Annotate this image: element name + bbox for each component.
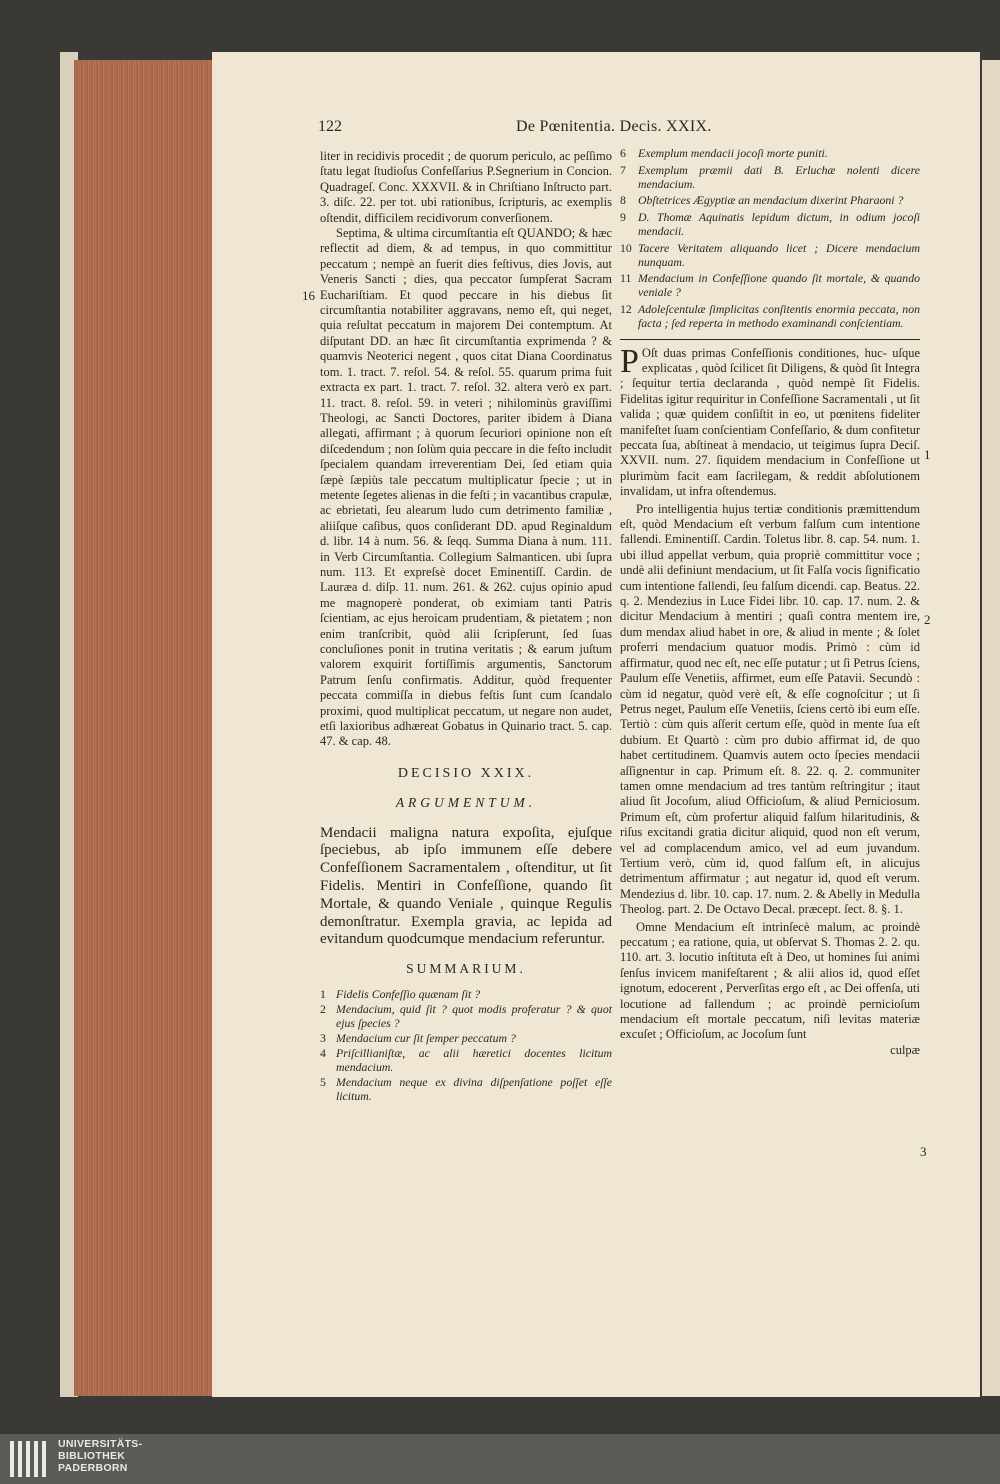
summarium-item: 4 Priſcillianiſtæ, ac alii hæretici docentes licitum mendacium.	[320, 1045, 612, 1074]
page-number: 122	[318, 118, 342, 135]
summarium-item: 12 Adoleſcentulæ ſimplicitas conſitentis enormia peccata, non facta ; ſed reperta in methodo examinandi conſcientiam.	[620, 301, 920, 330]
facing-page-edge	[982, 60, 1000, 1396]
summarium-item: 11 Mendacium in Confeſſione quando ſit mortale, & quando veniale ?	[620, 271, 920, 300]
margin-number-3: 3	[920, 1144, 927, 1159]
margin-number-2: 2	[924, 612, 931, 627]
argumentum-heading: ARGUMENTUM.	[395, 795, 537, 811]
summarium-item: 10 Tacere Veritatem aliquando licet ; Dicere mendacium nunquam.	[620, 240, 920, 269]
running-title: De Pœnitentia. Decis. XXIX.	[516, 118, 712, 135]
summarium-item: 8 Obſtetrices Ægyptiæ an mendacium dixerint Pharaoni ?	[620, 193, 904, 208]
argumentum-text: Mendacii maligna natura expoſita, ejuſque ſpeciebus, ab ipſo immunem eſſe debere Confeſſionem Sacramentalem , oſtenditur, ut ſit Fidelis. Mentiri in Confeſſione, quando ſit Mortale, & quando Veniale , quinque Regulis demonſtratur. Exempla gravia, ac lepida ad evitandum quodcumque mendacium referuntur.	[320, 824, 612, 948]
left-column	[320, 149, 612, 1104]
margin-number-16: 16	[302, 288, 315, 303]
catchword: culpæ	[890, 1042, 920, 1057]
right-paragraph-2: Pro intelligentia hujus tertiæ conditionis præmittendum eſt, quòd Mendacium eſt verbum falſum cum intentione fallendi. Eminentiſſ. Cardin. Toletus libr. 8. cap. 54. num. 1. ubi illud appellat verbum, quia propriè committitur voce ; undè alii definiunt mendacium, ut ſit Falſa vocis ſignificatio cum intentione fallendi, ſeu falſum dicendi. cap. Beatus. 22. q. 2. Mendezius in Luce Fidei libr. 10. cap. 17. num. 2. & dicitur Mendacium à mentiri ; quaſi contra mentem ire, dum mendax aliud habet in ore, & aliud in mente ; & ſolet proferri mendacium quatuor modis. Primò : cùm id affirmatur, quod nec eſt, nec eſſe putatur ; ut ſi Petrus ſciens, Paulum eſſe Venetiis, affirmet, eum eſſe Patavii. Secundò : cùm id negatur, quòd verè eſt, & eſſe cognoſcitur ; ut ſi Petrus neget, Paulum eſſe Venetiis, ſciens certò ibi eum eſſe. Tertiò : cùm quis aſſerit certum eſſe, quòd in mente ſua eſt dubium. Et Quartò : cùm pro dubio affirmat id, de quo habet certitudinem. Quamvis autem octo ſpecies mendacii aſſignentur in cap. Primum eſt. 8. 22. q. 2. communiter tamen omne mendacium ad tres tantùm reſtringitur ; itaut aliud ſit Jocoſum, aliud Officioſum, & aliud Perniciosum. Primum eſt, cùm profertur aliquid falſum hilaritudinis, & riſus excitandi gratia dicitur aliquid, quod non eſt verum, vel ad complacendum amico, vel ad eum juvandum. Tertium verò, cùm id, quod falſum eſt, in alicujus detrimentum affirmatur ; aut negatur id, quod eſt verum. Mendezius d. libr. 10. cap. 17. num. 2. & Abelly in Medulla Theolog. part. 2. De Octavo Decal. præcept. ſect. 8. §. 1.	[620, 501, 920, 917]
right-paragraph-1: P Oſt duas primas Confeſſionis conditiones, huc- uſque explicatas , quòd ſcilicet ſit Diligens, & quòd ſit Integra ; ſequitur tertia declaranda , quòd nempè ſit Fidelis. Fidelitas igitur requiritur in Confeſſione Sacramentali , ut ſit valida ; quæ quidem conſiſtit in eo, ut pœnitens fideliter manifeſtet ſuam conſcientiam Confeſſario, & dum confitetur peccata ſua, abſtineat à mendacio, ut teigimus ſupra Deciſ. XXVII. num. 27. ſiquidem mendacium in Confeſſione ut plurimùm facit eam ſacrilegam, & reddit abſolutionem invalidam, ut infra oſtendemus.	[620, 342, 920, 499]
summarium-item: 7 Exemplum præmii dati B. Erluchæ nolenti dicere mendacium.	[620, 162, 920, 191]
right-column	[620, 147, 920, 1058]
section-rule	[620, 339, 920, 340]
summarium-list-right	[620, 147, 920, 331]
left-paragraph-1: liter in recidivis procedit ; de quorum periculo, ac peſſimo ſtatu legat ſtudioſus Confeſſarius P.Segnerium in Concion. Quadrageſ. Conc. XXXVII. & in Chriſtiano Inſtructo part. 3. diſc. 22. per tot. ubi rationibus, ſcripturis, ac exemplis oſtendit, difficilem recidivorum converſionem.	[320, 149, 612, 225]
summarium-list-left	[320, 987, 612, 1103]
library-name: UNIVERSITÄTS- BIBLIOTHEK PADERBORN	[58, 1438, 143, 1474]
right-paragraph-3: Omne Mendacium eſt intrinſecè malum, ac proindè peccatum ; ea ratione, quia, ut obſervat S. Thomas 2. 2. qu. 110. art. 3. locutio inſtituta eſt à Deo, ut homines ſui animi ſenſus invicem manifeſtarent ; & alii alios id, quod eſſet ignotum, edocerent , Perverſitas ergo eſt , ac Dei offenſa, uti locutione ad fallendum ; ac proindè pernicioſum mendacium eſt mortale peccatum, niſi levitas materiæ excuſet ; Officioſum, ac Jocoſum ſunt	[620, 919, 920, 1042]
summarium-item: 2 Mendacium, quid ſit ? quot modis proferatur ? & quot ejus ſpecies ?	[320, 1001, 612, 1030]
summarium-heading: SUMMARIUM.	[406, 961, 526, 977]
library-logo-icon	[8, 1437, 52, 1481]
summarium-item: 5 Mendacium neque ex divina diſpenſatione poſſet eſſe licitum.	[320, 1074, 612, 1103]
summarium-item: 6 Exemplum mendacii jocoſi morte puniti.	[620, 146, 828, 160]
decisio-heading: DECISIO XXIX.	[397, 765, 535, 781]
page-block-edges	[74, 60, 216, 1396]
summarium-item: 1 Fidelis Confeſſio quænam ſit ?	[320, 986, 481, 1001]
drop-cap: P	[620, 342, 639, 380]
summarium-item: 3 Mendacium cur ſit ſemper peccatum ?	[320, 1030, 516, 1045]
margin-number-1: 1	[924, 447, 931, 462]
left-paragraph-2: Septima, & ultima circumſtantia eſt QUANDO; & hæc reflectit ad diem, & ad tempus, in quo committitur peccatum ; nempè an fuerit dies feſtivus, dies Jovis, aut Veneris Sancti ; dies, qua peccator ſumpſerat Sacram Euchariſtiam. Et quod peccare in his diebus ſit circumſtantia notabiliter aggravans, nemo eſt, qui neget, quia reſultat peccatum in majorem Dei contemptum. At diſputant DD. an hæc ſit circumſtantia exprimenda ? & quamvis Neoterici negent , quos citat Diana Coordinatus tom. 1. tract. 7. reſol. 54. & reſol. 55. quarum prima fuit extracta ex part. 1. tract. 7. reſol. 32. altera verò ex part. 11. tract. 8. reſol. 59. in veteri ; nihilominùs graviſſimi Theologi, ac Sancti Doctores, pariter ibidem à Diana allegati, affirmant ; à quorum ſecuriori opinione non eſt diſcedendum ; non ſolùm quia peccare in die feſto includit ſpecialem quandam irreverentiam Dei, ſed etiam quia ſæpè ſæpiùs tale peccatum multiplicatur ſpecie ; ut in metente ſegetes alienas in die feſti ; in vacantibus crapulæ, ac ebrietati, ſeu alearum ludo cum detrimento familiæ , aliiſque caſibus, quos conſiderant DD. apud Reginaldum d. libr. 14 à num. 56. & ſeqq. Summa Diana à num. 111. in Verb Circumſtantia. Collegium Salmanticen. ubi ſupra num. 113. Et expreſsè docet Eminentiſſ. Cardin. de Lauræa d. diſp. 11. num. 261. & 262. cujus opinio apud me magnoperè ponderat, ob eximiam tanti Patris ſcientiam, ac ejus heroicam prudentiam, & pietatem ; non enim tranſcribit, quòd alii ſcripſerunt, ſed ſuas concluſiones ponit in trutina veritatis ; & earum juſtum valorem exquirit fortiſſimis argumentis, Sanctorum Patrum ſenſu confirmatis. Additur, quòd frequenter peccata commiſſa in diebus feſtis ſunt cum ſcandalo proximi, quod multiplicat peccatum, ut negare non audet, etſi laxioribus adhæreat Gobatus in Quinario tract. 5. cap. 47. & cap. 48.	[320, 226, 612, 749]
summarium-item: 9 D. Thomæ Aquinatis lepidum dictum, in odium jocoſi mendacii.	[620, 210, 920, 238]
library-footer-bar	[0, 1434, 1000, 1484]
